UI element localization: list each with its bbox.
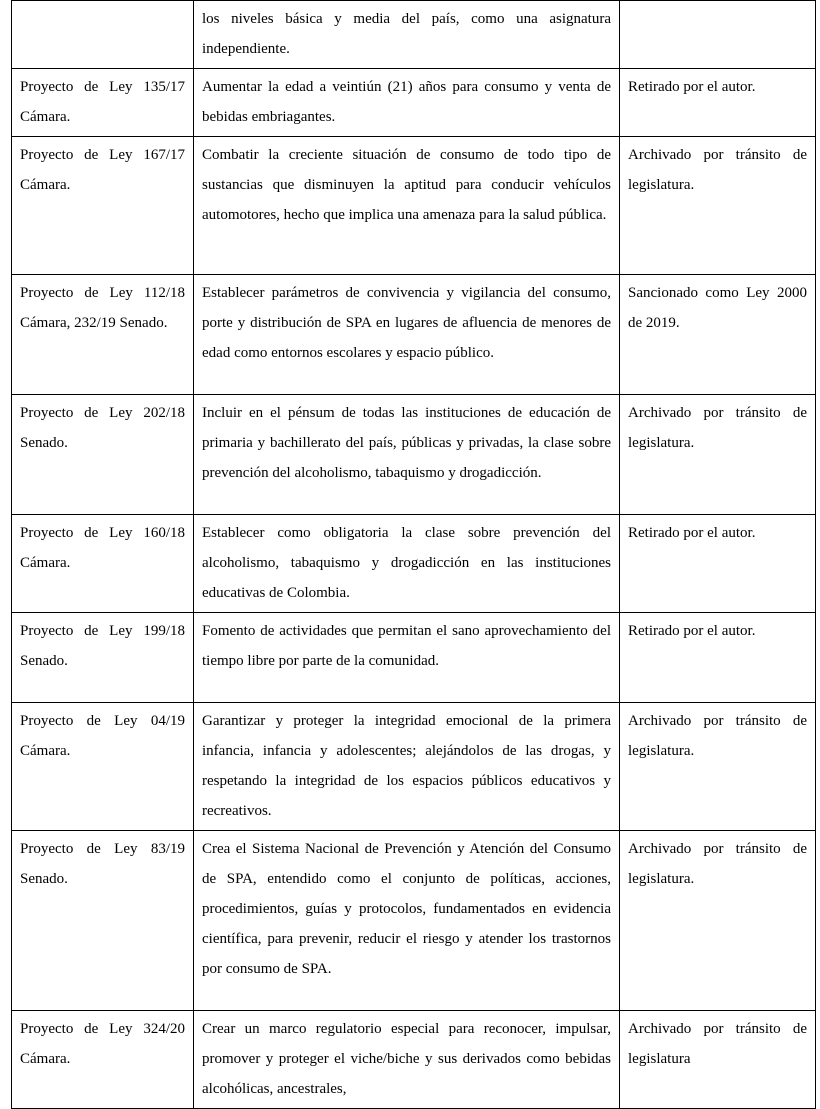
project-cell — [12, 137, 194, 275]
status-text: Retirado por el autor. — [628, 79, 756, 95]
project-text: Proyecto de Ley 324/20 Cámara. — [20, 1021, 185, 1067]
object-text: Establecer como obligatoria la clase sobre prevención del alcoholismo, tabaquismo y drogadicción en las instituciones educativas de Colombia. — [202, 525, 611, 601]
status-text: Archivado por tránsito de legislatura. — [628, 841, 807, 887]
status-cell — [620, 515, 816, 613]
status-cell — [620, 69, 816, 137]
table-row — [12, 275, 816, 395]
project-cell — [12, 831, 194, 1011]
object-cell — [194, 1011, 620, 1109]
status-text: Retirado por el autor. — [628, 525, 756, 541]
project-cell — [12, 69, 194, 137]
project-text: Proyecto de Ley 83/19 Senado. — [20, 841, 185, 887]
object-cell — [194, 831, 620, 1011]
table-row — [12, 137, 816, 275]
status-cell — [620, 395, 816, 515]
status-text: Retirado por el autor. — [628, 623, 756, 639]
status-text: Archivado por tránsito de legislatura. — [628, 405, 807, 451]
table-row — [12, 395, 816, 515]
project-text: Proyecto de Ley 167/17 Cámara. — [20, 147, 185, 193]
project-text: Proyecto de Ley 04/19 Cámara. — [20, 713, 185, 759]
object-cell — [194, 703, 620, 831]
status-cell — [620, 613, 816, 703]
bills-table — [11, 0, 816, 1109]
project-text: Proyecto de Ley 112/18 Cámara, 232/19 Senado. — [20, 285, 185, 331]
object-cell — [194, 613, 620, 703]
table-row — [12, 703, 816, 831]
status-cell — [620, 137, 816, 275]
status-cell — [620, 275, 816, 395]
table-row — [12, 69, 816, 137]
table-row — [12, 613, 816, 703]
object-cell — [194, 1, 620, 69]
object-cell — [194, 395, 620, 515]
status-text: Archivado por tránsito de legislatura. — [628, 147, 807, 193]
project-cell — [12, 395, 194, 515]
object-text: Aumentar la edad a veintiún (21) años para consumo y venta de bebidas embriagantes. — [202, 79, 611, 125]
project-text: Proyecto de Ley 199/18 Senado. — [20, 623, 185, 669]
status-cell — [620, 703, 816, 831]
project-cell — [12, 515, 194, 613]
status-text: Archivado por tránsito de legislatura. — [628, 713, 807, 759]
object-cell — [194, 515, 620, 613]
project-text: Proyecto de Ley 135/17 Cámara. — [20, 79, 185, 125]
object-cell — [194, 137, 620, 275]
object-text: Incluir en el pénsum de todas las instituciones de educación de primaria y bachillerato del país, públicas y privadas, la clase sobre prevención del alcoholismo, tabaquismo y drogadicción. — [202, 405, 611, 481]
project-cell — [12, 703, 194, 831]
object-cell — [194, 69, 620, 137]
project-cell — [12, 1011, 194, 1109]
table-row — [12, 515, 816, 613]
project-cell — [12, 275, 194, 395]
table-row — [12, 831, 816, 1011]
object-text: los niveles básica y media del país, como una asignatura independiente. — [202, 11, 611, 57]
table-row — [12, 1011, 816, 1109]
object-text: Garantizar y proteger la integridad emocional de la primera infancia, infancia y adolescentes; alejándolos de las drogas, y respetando la integridad de los espacios públicos educativos y recreativos. — [202, 713, 611, 819]
object-text: Combatir la creciente situación de consumo de todo tipo de sustancias que disminuyen la aptitud para conducir vehículos automotores, hecho que implica una amenaza para la salud pública. — [202, 147, 611, 223]
status-text: Archivado por tránsito de legislatura — [628, 1021, 807, 1067]
object-text: Crea el Sistema Nacional de Prevención y Atención del Consumo de SPA, entendido como el conjunto de políticas, acciones, procedimientos, guías y protocolos, fundamentados en evidencia científica, para prevenir, reducir el riesgo y atender los trastornos por consumo de SPA. — [202, 841, 611, 977]
project-text: Proyecto de Ley 160/18 Cámara. — [20, 525, 185, 571]
project-cell — [12, 1, 194, 69]
object-cell — [194, 275, 620, 395]
object-text: Establecer parámetros de convivencia y vigilancia del consumo, porte y distribución de SPA en lugares de afluencia de menores de edad como entornos escolares y espacio público. — [202, 285, 611, 361]
status-cell — [620, 831, 816, 1011]
project-text: Proyecto de Ley 202/18 Senado. — [20, 405, 185, 451]
object-text: Crear un marco regulatorio especial para reconocer, impulsar, promover y proteger el viche/biche y sus derivados como bebidas alcohólicas, ancestrales, — [202, 1021, 611, 1097]
object-text: Fomento de actividades que permitan el sano aprovechamiento del tiempo libre por parte de la comunidad. — [202, 623, 611, 669]
status-cell — [620, 1, 816, 69]
table-row — [12, 1, 816, 69]
project-cell — [12, 613, 194, 703]
status-cell — [620, 1011, 816, 1109]
status-text: Sancionado como Ley 2000 de 2019. — [628, 285, 807, 331]
